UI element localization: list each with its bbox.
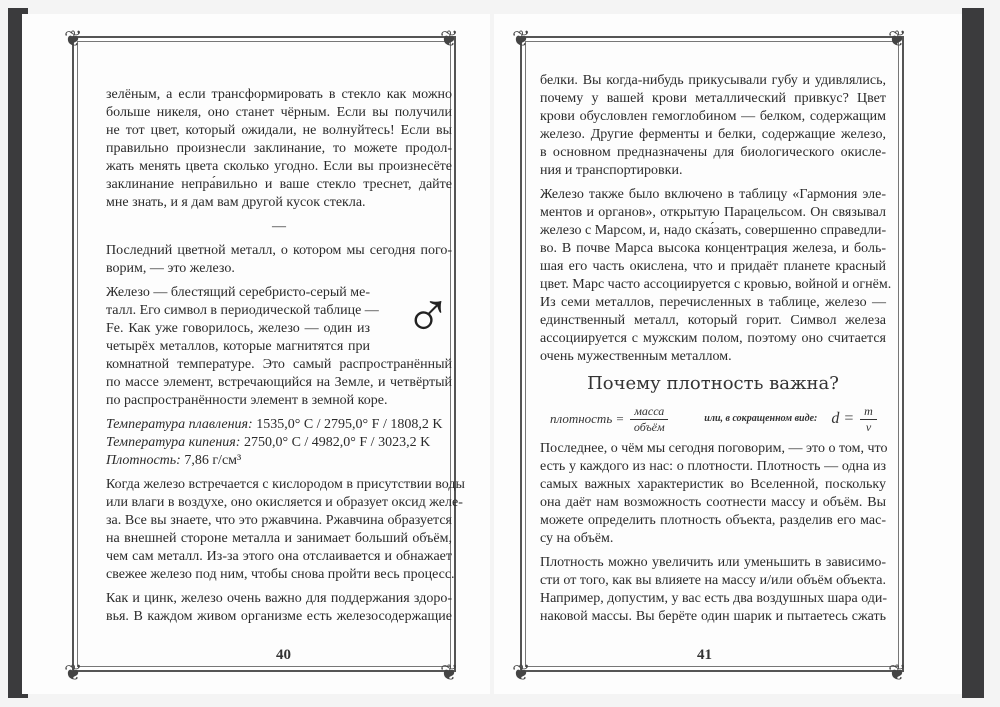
corner-ornament-icon: ❦ <box>512 26 531 51</box>
text-line: заклинание непра́вильно и ваше стекло треснет, дайте <box>106 177 452 192</box>
section-heading: Почему плотность важна? <box>587 373 839 394</box>
corner-ornament-icon: ❦ <box>64 26 83 51</box>
text-line: Когда железо встречается с кислородом в присутствии воды <box>106 477 465 492</box>
text-line: сти от того, как вы влияете на массу и/или объём объекта. <box>540 573 886 588</box>
text-line: Плотность можно увеличить или уменьшить в зависимо- <box>540 555 886 570</box>
left-paragraph-4 <box>106 476 465 584</box>
text-line: Fe. Как уже говорилось, железо — один из <box>106 321 370 336</box>
corner-ornament-icon: ❦ <box>64 660 83 685</box>
text-line: или влаги в воздухе, оно окисляется и образует оксид желе- <box>106 495 463 510</box>
text-line: она даёт нам возможность соотнести массу и объём. Вы <box>540 495 886 510</box>
melting-point: Температура плавления: 1535,0° C / 2795,0° F / 1808,2 K <box>106 417 443 432</box>
text-line: четырёх металлов, которые магнитятся при <box>106 339 370 354</box>
right-paragraph-1 <box>540 72 886 180</box>
text-line: железо. Другие ферменты и белки, содержащие железо, <box>540 127 886 142</box>
boiling-point: Температура кипения: 2750,0° C / 4982,0° F / 3023,2 K <box>106 435 431 450</box>
text-line: зелёным, а если трансформировать в стекло как можно <box>106 87 452 102</box>
book-cover-right <box>962 8 984 698</box>
text-line: талл. Его символ в периодической таблице — <box>106 303 379 318</box>
mars-symbol-icon: ♂ <box>404 280 452 351</box>
text-line: очень мужественным металлом. <box>540 349 732 364</box>
text-line: за. Все вы знаете, что это ржавчина. Ржавчина образуется <box>106 513 452 528</box>
corner-ornament-icon: ❦ <box>888 660 907 685</box>
text-line: наковой массы. Вы берёте один шарик и пытаетесь сжать <box>540 609 886 624</box>
left-paragraph-5 <box>106 590 452 626</box>
text-line: Последний цветной металл, о котором мы сегодня пого- <box>106 243 452 258</box>
text-line: ментов и органов», открытую Парацельсом. Он связывал <box>540 205 886 220</box>
text-line: Например, допустим, у вас есть два воздушных шара оди- <box>540 591 888 606</box>
right-paragraph-3 <box>540 440 886 548</box>
text-line: единственный металл, который горит. Символ железа <box>540 313 886 328</box>
text-line: цвет. Марс часто ассоциируется с кровью, войной и огнём. <box>540 277 892 292</box>
text-line: Как и цинк, железо очень важно для поддержания здоро- <box>106 591 452 606</box>
corner-ornament-icon: ❦ <box>440 660 459 685</box>
text-line: есть у каждого из нас: о плотности. Плотность — одна из <box>540 459 886 474</box>
page-number-left: 40 <box>276 647 291 663</box>
text-line: мне знать, и я дам вам другой кусок стекла. <box>106 195 366 210</box>
text-line: правильно произнесли заклинание, то можете продол- <box>106 141 452 156</box>
text-line: су на объём. <box>540 531 614 546</box>
iron-properties <box>106 416 452 470</box>
text-line: во. В почве Марса высока концентрация железа, и боль- <box>540 241 886 256</box>
text-line: больше никеля, оно станет чёрным. Если вы получили <box>106 105 452 120</box>
text-line: железо с Марсом, и, надо ска́зать, совершенно справедли- <box>540 223 887 238</box>
left-paragraph-3 <box>106 280 452 410</box>
text-line: чем сам металл. Из-за этого она отслаивается и обнажает <box>106 549 452 564</box>
text-line: свежее железо под ним, чтобы снова пройти весь процесс. <box>106 567 455 582</box>
text-line: не тот цвет, который ожидали, не волнуйтесь! Если вы <box>106 123 452 138</box>
text-line: Последнее, о чём мы сегодня поговорим, — это о том, что <box>540 441 888 456</box>
text-line: шая его часть окислена, что и придаёт планете красный <box>540 259 886 274</box>
right-paragraph-2 <box>540 186 892 366</box>
text-line: белки. Вы когда-нибудь прикусывали губу и удивлялись, <box>540 73 886 88</box>
text-line: ворим, — это железо. <box>106 261 235 276</box>
text-line: по распространённости элемент в земной коре. <box>106 393 388 408</box>
formula-note: или, в сокращенном виде: <box>704 413 818 424</box>
text-line: Железо — блестящий серебристо-серый ме- <box>106 285 371 300</box>
formula-lhs: плотность = <box>550 411 625 426</box>
right-paragraph-4 <box>540 554 886 626</box>
text-line: крови обусловлен гемоглобином — белком, содержащим <box>540 109 886 124</box>
density: Плотность: 7,86 г/см³ <box>106 453 242 468</box>
left-page-text <box>106 86 465 632</box>
corner-ornament-icon: ❦ <box>440 26 459 51</box>
text-line: Железо также было включено в таблицу «Гармония эле- <box>540 187 886 202</box>
right-page-text <box>540 72 892 632</box>
text-line: ассоциируется с мужским полом, поэтому оно считается <box>540 331 886 346</box>
text-line: по массе элемент, встречающийся на Земле, и четвёртый <box>106 375 452 390</box>
fraction-short: $\frac{m}{v}$ <box>860 404 877 435</box>
left-paragraph-2 <box>106 242 452 278</box>
section-separator: — <box>272 219 286 234</box>
left-paragraph-1 <box>106 86 452 212</box>
text-line: на внешней стороне металла и занимает больший объём, <box>106 531 452 546</box>
text-line: комнатной температуре. Это самый распространённый <box>106 357 452 372</box>
formula-lhs-short: d = <box>831 410 855 427</box>
fraction: $\frac{\text{масса}}{\text{объём}}$ <box>630 404 668 435</box>
text-line: вья. В каждом живом организме есть железосодержащие <box>106 609 452 624</box>
text-line: самых важных характеристик во Вселенной, поскольку <box>540 477 886 492</box>
text-line: можете определить плотность объекта, разделив его мас- <box>540 513 886 528</box>
corner-ornament-icon: ❦ <box>512 660 531 685</box>
corner-ornament-icon: ❦ <box>888 26 907 51</box>
text-line: ния и транспортировки. <box>540 163 683 178</box>
density-formula <box>540 402 886 436</box>
text-line: почему у вашей крови металлический привкус? Цвет <box>540 91 886 106</box>
text-line: жать менять цвета сколько угодно. Если вы произнесёте <box>106 159 452 174</box>
page-number-right: 41 <box>697 647 712 663</box>
text-line: в основном предназначены для биологического окисле- <box>540 145 886 160</box>
text-line: Из семи металлов, перечисленных в таблице, железо — <box>540 295 886 310</box>
